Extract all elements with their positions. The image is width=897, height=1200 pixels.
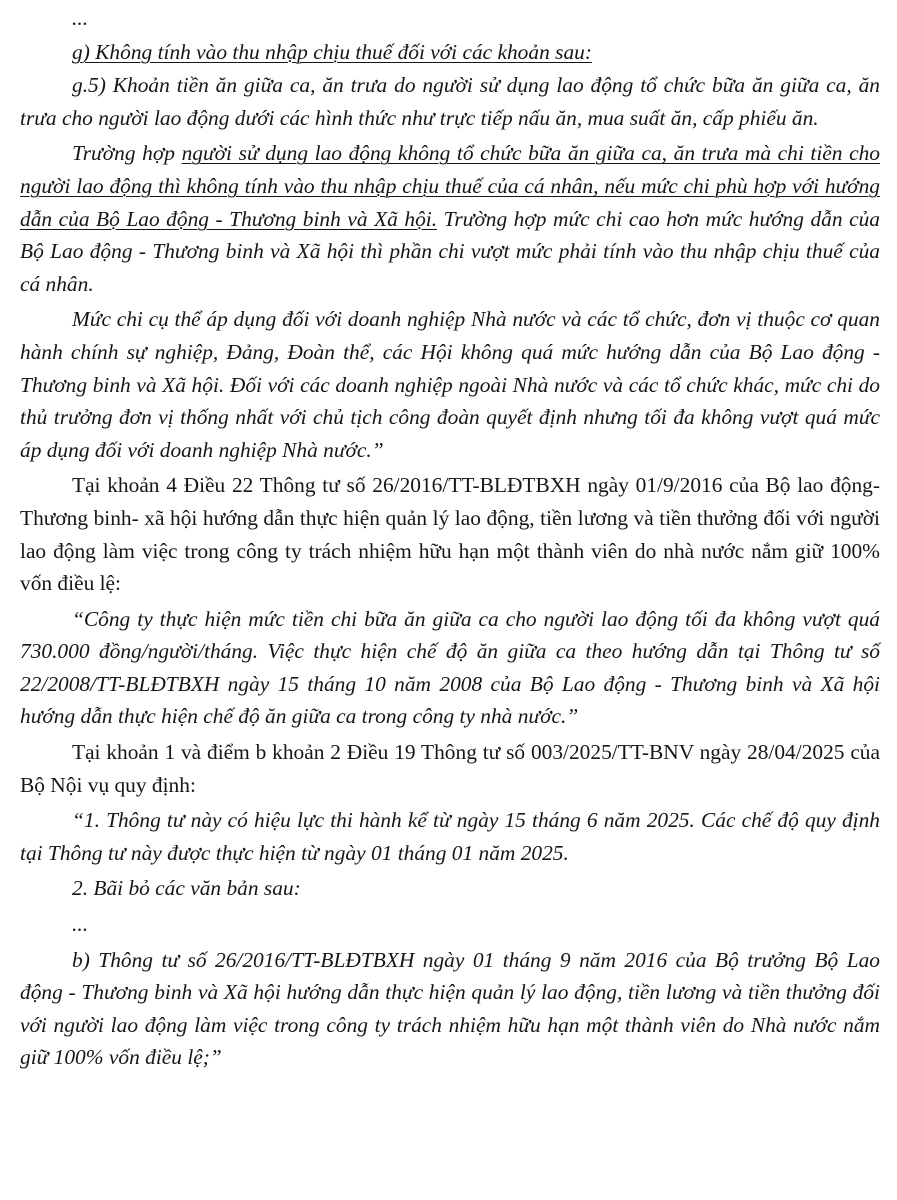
quote-cong-ty: “Công ty thực hiện mức tiền chi bữa ăn giữa ca cho người lao động tối đa không vượt quá 730.000 đồng/người/tháng. Việc thực hiện chế độ ăn giữa ca theo hướng dẫn tại Thông tư số 22/2008/TT-BLĐTBXH ngày 15 tháng 10 năm 2008 của Bộ Lao động - Thương binh và Xã hội hướng dẫn thực hiện chế độ ăn giữa ca trong công ty nhà nước.” — [20, 606, 880, 729]
section-g-heading-text: g) Không tính vào thu nhập chịu thuế đối với các khoản sau: — [72, 39, 592, 64]
paragraph-g5: g.5) Khoản tiền ăn giữa ca, ăn trưa do người sử dụng lao động tổ chức bữa ăn giữa ca, ăn trưa cho người lao động dưới các hình thức như trực tiếp nấu ăn, mua suất ăn, cấp phiếu ăn. — [20, 73, 880, 130]
ellipsis-top: ... — [72, 6, 89, 30]
paragraph-khoan-1: Tại khoản 1 và điểm b khoản 2 Điều 19 Thông tư số 003/2025/TT-BNV ngày 28/04/2025 của Bộ Nội vụ quy định: — [20, 740, 880, 797]
paragraph-muc-chi: Mức chi cụ thể áp dụng đối với doanh nghiệp Nhà nước và các tổ chức, đơn vị thuộc cơ quan hành chính sự nghiệp, Đảng, Đoàn thể, các Hội không quá mức hướng dẫn của Bộ Lao động - Thương binh và Xã hội. Đối với các doanh nghiệp ngoài Nhà nước và các tổ chức khác, mức chi do thủ trưởng đơn vị thống nhất với chủ tịch công đoàn quyết định nhưng tối đa không vượt quá mức áp dụng đối với doanh nghiệp Nhà nước.” — [20, 307, 880, 462]
document-page — [20, 0, 880, 1074]
paragraph-case-no-meal — [20, 137, 880, 300]
quote-item-b: b) Thông tư số 26/2016/TT-BLĐTBXH ngày 01 tháng 9 năm 2016 của Bộ trưởng Bộ Lao động - Thương binh và Xã hội hướng dẫn thực hiện quản lý lao động, tiền lương và tiền thưởng đối với người lao động làm việc trong công ty trách nhiệm hữu hạn một thành viên do Nhà nước nắm giữ 100% vốn điều lệ;” — [20, 947, 880, 1070]
quote-item-1: “1. Thông tư này có hiệu lực thi hành kể từ ngày 15 tháng 6 năm 2025. Các chế độ quy định tại Thông tư này được thực hiện từ ngày 01 tháng 01 năm 2025. — [20, 808, 880, 865]
section-g-heading — [20, 36, 880, 69]
case-tail: Trường hợp mức chi cao hơn mức hướng dẫn của Bộ Lao động - Thương binh và Xã hội thì phần chi vượt mức phải tính vào thu nhập chịu thuế của cá nhân. — [20, 206, 880, 296]
ellipsis-mid: ... — [72, 912, 89, 937]
case-underlined: người sử dụng lao động không tổ chức bữa ăn giữa ca, ăn trưa mà chi tiền cho người lao động thì không tính vào thu nhập chịu thuế của cá nhân, nếu mức chi phù hợp với hướng dẫn của Bộ Lao động - Thương binh và Xã hội. — [20, 141, 880, 231]
case-lead: Trường hợp — [72, 141, 182, 166]
quote-item-2: 2. Bãi bỏ các văn bản sau: — [72, 876, 301, 901]
paragraph-khoan-4: Tại khoản 4 Điều 22 Thông tư số 26/2016/TT-BLĐTBXH ngày 01/9/2016 của Bộ lao động- Thương binh- xã hội hướng dẫn thực hiện quản lý lao động, tiền lương và tiền thưởng đối với người lao động làm việc trong công ty trách nhiệm hữu hạn một thành viên do nhà nước nắm giữ 100% vốn điều lệ: — [20, 473, 880, 596]
